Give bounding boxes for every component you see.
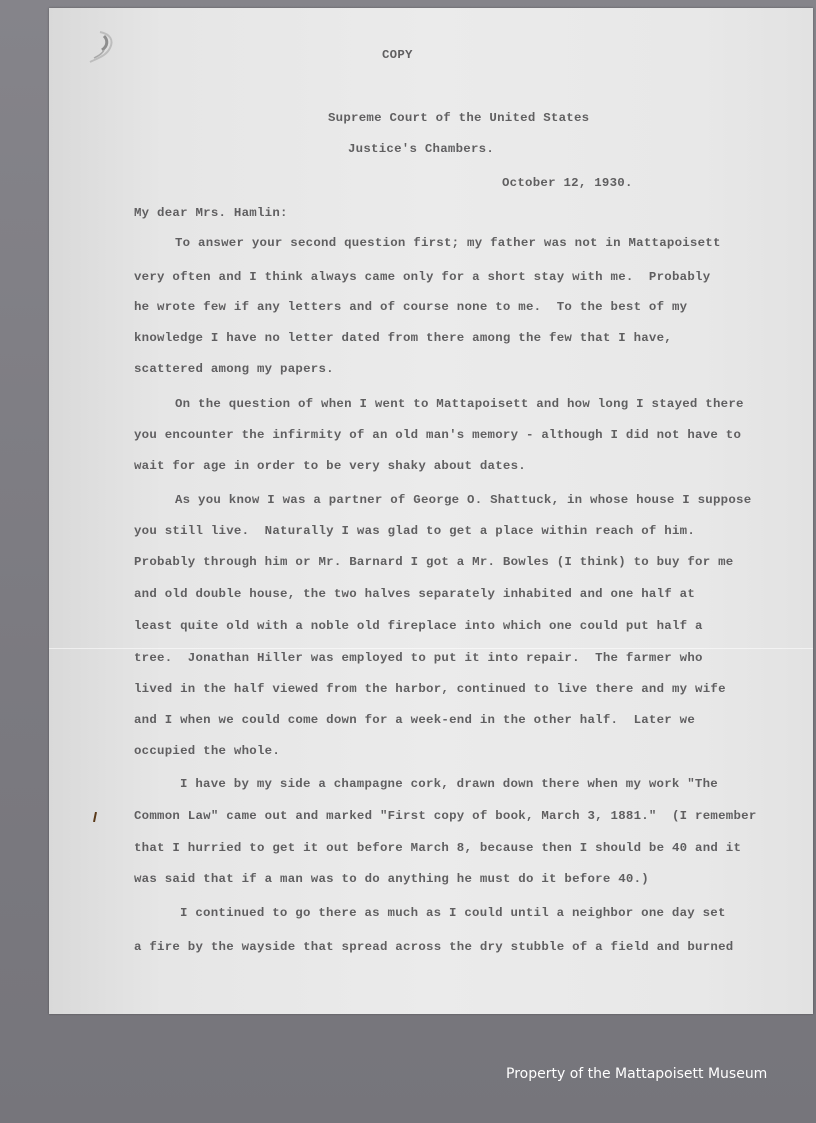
body-line: a fire by the wayside that spread across the dry stubble of a field and burned xyxy=(134,940,734,954)
body-line: I continued to go there as much as I could until a neighbor one day set xyxy=(180,906,726,920)
body-line: you still live. Naturally I was glad to get a place within reach of him. xyxy=(134,524,696,538)
letter-date: October 12, 1930. xyxy=(502,176,633,190)
body-line: lived in the half viewed from the harbor, continued to live there and my wife xyxy=(134,682,726,696)
copy-heading: COPY xyxy=(382,48,413,62)
body-line: least quite old with a noble old fireplace into which one could put half a xyxy=(134,619,703,633)
paper-crease-mark xyxy=(80,28,124,72)
court-name: Supreme Court of the United States xyxy=(328,111,590,125)
body-line: he wrote few if any letters and of course none to me. To the best of my xyxy=(134,300,688,314)
body-line: wait for age in order to be very shaky about dates. xyxy=(134,459,526,473)
body-line: As you know I was a partner of George O. Shattuck, in whose house I suppose xyxy=(175,493,752,507)
letter-page xyxy=(49,8,813,1014)
body-line: tree. Jonathan Hiller was employed to put it into repair. The farmer who xyxy=(134,651,703,665)
ink-speck xyxy=(92,812,98,822)
body-line: very often and I think always came only for a short stay with me. Probably xyxy=(134,270,711,284)
body-line: On the question of when I went to Mattapoisett and how long I stayed there xyxy=(175,397,744,411)
body-line: I have by my side a champagne cork, drawn down there when my work "The xyxy=(180,777,718,791)
body-line: scattered among my papers. xyxy=(134,362,334,376)
body-line: Probably through him or Mr. Barnard I got a Mr. Bowles (I think) to buy for me xyxy=(134,555,734,569)
body-line: To answer your second question first; my father was not in Mattapoisett xyxy=(175,236,721,250)
museum-credit: Property of the Mattapoisett Museum xyxy=(506,1066,768,1082)
paper-fold-line xyxy=(49,648,813,649)
body-line: and I when we could come down for a week-end in the other half. Later we xyxy=(134,713,696,727)
body-line: knowledge I have no letter dated from there among the few that I have, xyxy=(134,331,672,345)
body-line: you encounter the infirmity of an old man's memory - although I did not have to xyxy=(134,428,742,442)
body-line: occupied the whole. xyxy=(134,744,281,758)
chambers-line: Justice's Chambers. xyxy=(348,142,495,156)
body-line: was said that if a man was to do anything he must do it before 40.) xyxy=(134,872,649,886)
body-line: and old double house, the two halves separately inhabited and one half at xyxy=(134,587,696,601)
salutation: My dear Mrs. Hamlin: xyxy=(134,206,288,220)
body-line: that I hurried to get it out before March 8, because then I should be 40 and it xyxy=(134,841,742,855)
body-line: Common Law" came out and marked "First copy of book, March 3, 1881." (I remember xyxy=(134,809,757,823)
